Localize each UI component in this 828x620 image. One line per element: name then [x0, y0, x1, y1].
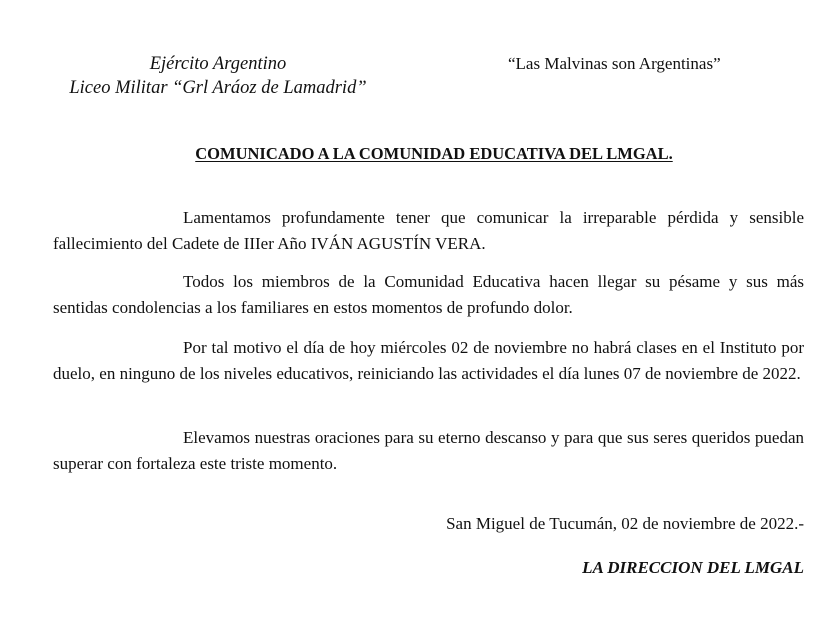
paragraph-condolences: Todos los miembros de la Comunidad Educativa hacen llegar su pésame y sus más sentidas condolencias a los familiares en estos momentos de profundo dolor.: [53, 272, 804, 317]
place-and-date: San Miguel de Tucumán, 02 de noviembre de 2022.-: [446, 514, 804, 533]
school-name: Liceo Militar “Grl Aráoz de Lamadrid”: [69, 78, 367, 98]
signature: LA DIRECCION DEL LMGAL: [582, 558, 804, 577]
paragraph-classes-suspended: Por tal motivo el día de hoy miércoles 02 de noviembre no habrá clases en el Instituto por duelo, en ninguno de los niveles educativos, reiniciando las actividades el día lunes 07 de noviembre de 2022.: [53, 338, 804, 383]
paragraph-prayers: Elevamos nuestras oraciones para su eterno descanso y para que sus seres queridos puedan superar con fortaleza este triste momento.: [53, 428, 804, 473]
paragraph-announcement: Lamentamos profundamente tener que comunicar la irreparable pérdida y sensible fallecimiento del Cadete de IIIer Año IVÁN AGUSTÍN VERA.: [53, 208, 804, 253]
organization-header: [38, 52, 398, 100]
document-title: COMUNICADO A LA COMUNIDAD EDUCATIVA DEL LMGAL.: [195, 144, 673, 163]
organization-name: Ejército Argentino: [149, 54, 287, 74]
motto: “Las Malvinas son Argentinas”: [508, 54, 721, 73]
